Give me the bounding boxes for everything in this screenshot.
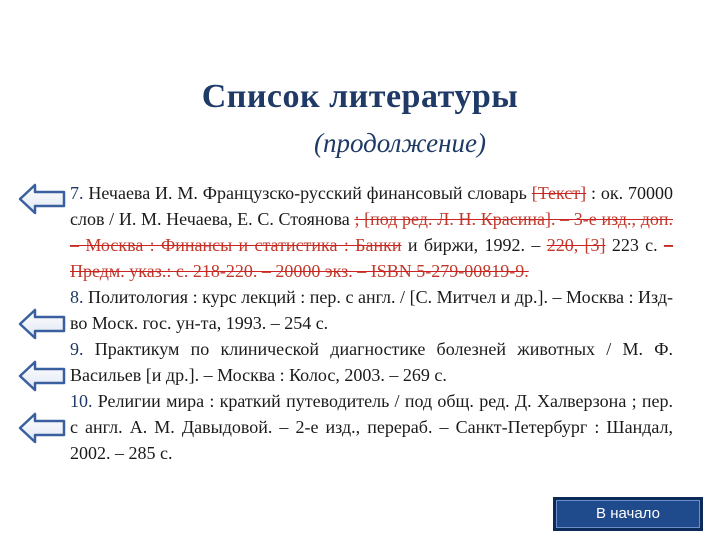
entry-number: 7. — [70, 183, 84, 203]
home-button[interactable]: В начало — [553, 497, 703, 531]
entry-text: Практикум по клинической диагностике болезней животных / М. Ф. Васильев [и др.]. – Москва : Колос, 2003. – 269 с. — [70, 339, 673, 385]
entry-text: Нечаева И. М. Французско-русский финансовый словарь — [83, 183, 532, 203]
entry-number: 10. — [70, 391, 93, 411]
struck-text: – Предм. указ.: с. 218-220. – 20000 экз. – ISBN 5-279-00819-9. — [70, 235, 673, 281]
page-title: Список литературы — [201, 78, 519, 115]
back-arrow-icon[interactable] — [18, 359, 66, 393]
entry-number: 9. — [70, 339, 84, 359]
entry-text: Политология : курс лекций : пер. с англ. / [С. Митчел и др.]. – Москва : Изд-во Моск. гос. ун-та, 1993. – 254 с. — [70, 287, 673, 333]
entry-number: 8. — [70, 287, 84, 307]
struck-text: [Текст] — [531, 183, 587, 203]
back-arrow-icon[interactable] — [18, 182, 66, 216]
list-item — [70, 284, 673, 336]
bibliography-list — [70, 180, 673, 466]
list-item — [70, 180, 673, 284]
entry-text: : ок. 70000 слов / И. М. Нечаева, Е. С. Стоянова — [70, 183, 673, 229]
page-subtitle: (продолжение) — [313, 128, 486, 158]
back-arrow-icon[interactable] — [18, 411, 66, 445]
struck-text: 220, [3] — [546, 235, 606, 255]
entry-text: и биржи, 1992. – — [401, 235, 547, 255]
entry-text: Религии мира : краткий путеводитель / под общ. ред. Д. Халверзона ; пер. с англ. А. М. Давыдовой. – 2-е изд., перераб. – Санкт-Петербург : Шандал, 2002. – 285 с. — [70, 391, 673, 463]
list-item — [70, 336, 673, 388]
entry-text: 223 с. — [605, 235, 664, 255]
struck-text: ; [под ред. Л. Н. Красина]. – 3-е изд., доп. – Москва : Финансы и статистика : Банки — [70, 209, 673, 255]
list-item — [70, 388, 673, 466]
back-arrow-icon[interactable] — [18, 307, 66, 341]
